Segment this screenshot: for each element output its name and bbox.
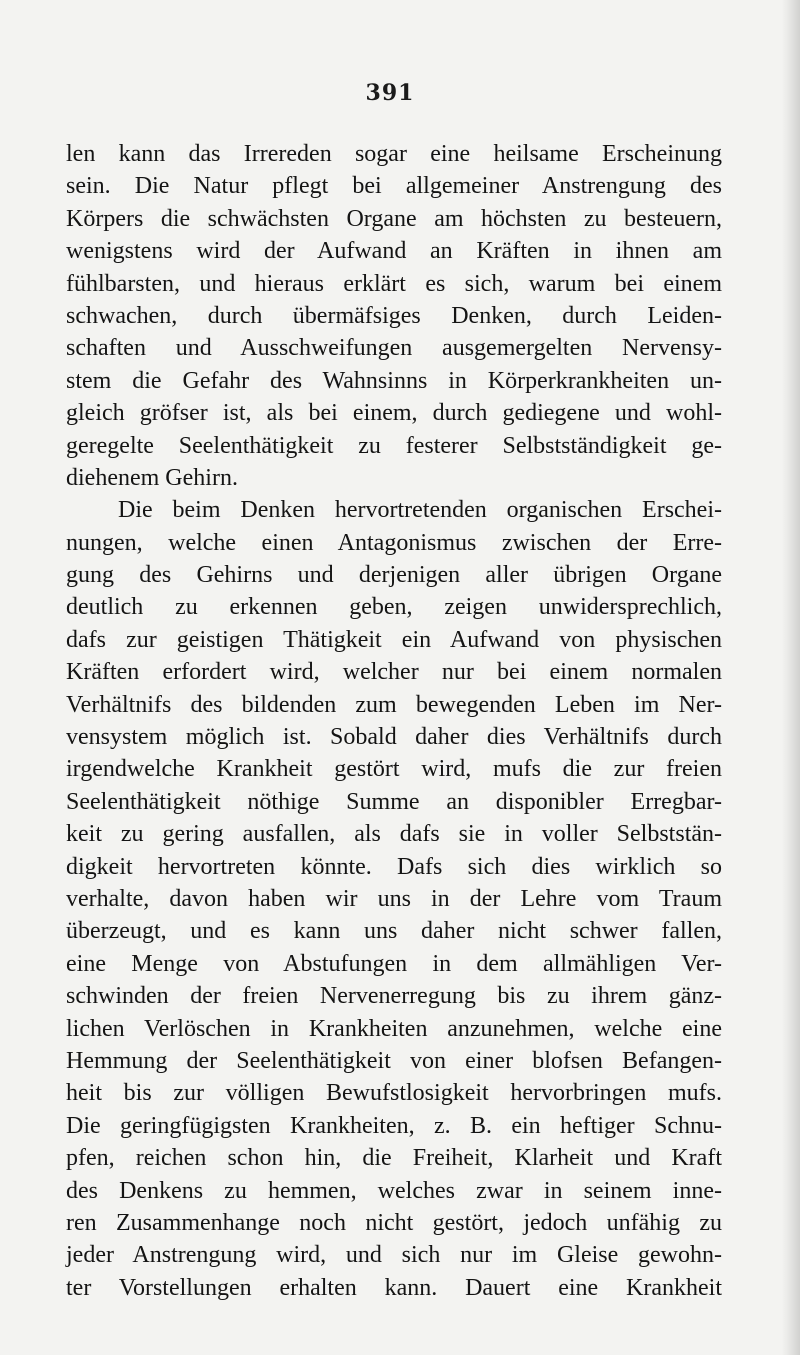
text-line: keit zu gering ausfallen, als dafs sie in voller Selbststän- xyxy=(66,821,722,848)
text-line: len kann das Irrereden sogar eine heilsame Erscheinung xyxy=(66,141,722,167)
text-line: Kräften erfordert wird, welcher nur bei einem normalen xyxy=(66,659,722,686)
text-line: des Denkens zu hemmen, welches zwar in seinem inne- xyxy=(66,1177,722,1204)
text-line: jeder Anstrengung wird, und sich nur im Gleise gewohn- xyxy=(66,1242,722,1269)
text-line: Körpers die schwächsten Organe am höchsten zu besteuern, xyxy=(66,205,722,232)
body-text xyxy=(66,138,722,1304)
text-line: eine Menge von Abstufungen in dem allmähligen Ver- xyxy=(66,950,722,977)
paragraph-end-line: diehenem Gehirn. xyxy=(66,464,238,491)
text-line: ter Vorstellungen erhalten kann. Dauert eine Krankheit xyxy=(66,1274,722,1301)
page-number: 391 xyxy=(365,80,415,106)
text-line: Verhältnifs des bildenden zum bewegenden Leben im Ner- xyxy=(66,691,722,718)
text-line: verhalte, davon haben wir uns in der Lehre vom Traum xyxy=(66,885,722,912)
text-line: schwinden der freien Nervenerregung bis zu ihrem gänz- xyxy=(66,983,722,1010)
text-line: pfen, reichen schon hin, die Freiheit, Klarheit und Kraft xyxy=(66,1145,722,1172)
text-line: wenigstens wird der Aufwand an Kräften in ihnen am xyxy=(66,238,722,265)
text-line: schaften und Ausschweifungen ausgemergelten Nervensy- xyxy=(66,335,722,362)
paragraph-start-line: Die beim Denken hervortretenden organischen Erschei- xyxy=(118,497,722,524)
text-line: schwachen, durch übermäfsiges Denken, durch Leiden- xyxy=(66,302,722,329)
text-line: Hemmung der Seelenthätigkeit von einer blofsen Befangen- xyxy=(66,1047,722,1074)
text-line: ren Zusammenhange noch nicht gestört, jedoch unfähig zu xyxy=(66,1209,722,1236)
text-line: heit bis zur völligen Bewufstlosigkeit hervorbringen mufs. xyxy=(66,1080,722,1107)
text-line: fühlbarsten, und hieraus erklärt es sich, warum bei einem xyxy=(66,270,722,297)
text-line: vensystem möglich ist. Sobald daher dies Verhältnifs durch xyxy=(66,724,722,751)
text-line: nungen, welche einen Antagonismus zwischen der Erre- xyxy=(66,529,722,556)
page-edge-shadow xyxy=(782,0,800,1355)
text-line: gleich gröfser ist, als bei einem, durch gediegene und wohl- xyxy=(66,400,722,427)
text-line: Die geringfügigsten Krankheiten, z. B. ein heftiger Schnu- xyxy=(66,1112,722,1139)
text-line: dafs zur geistigen Thätigkeit ein Aufwand von physischen xyxy=(66,626,722,653)
text-line: deutlich zu erkennen geben, zeigen unwidersprechlich, xyxy=(66,594,722,621)
text-line: lichen Verlöschen in Krankheiten anzunehmen, welche eine xyxy=(66,1015,722,1042)
text-line: stem die Gefahr des Wahnsinns in Körperkrankheiten un- xyxy=(66,367,722,394)
text-line: geregelte Seelenthätigkeit zu festerer Selbstständigkeit ge- xyxy=(66,432,722,459)
text-line: Seelenthätigkeit nöthige Summe an disponibler Erregbar- xyxy=(66,788,722,815)
text-line: digkeit hervortreten könnte. Dafs sich dies wirklich so xyxy=(66,853,722,880)
text-line: sein. Die Natur pflegt bei allgemeiner Anstrengung des xyxy=(66,173,722,200)
text-line: irgendwelche Krankheit gestört wird, mufs die zur freien xyxy=(66,756,722,783)
text-line: gung des Gehirns und derjenigen aller übrigen Organe xyxy=(66,562,722,589)
text-line: überzeugt, und es kann uns daher nicht schwer fallen, xyxy=(66,918,722,945)
